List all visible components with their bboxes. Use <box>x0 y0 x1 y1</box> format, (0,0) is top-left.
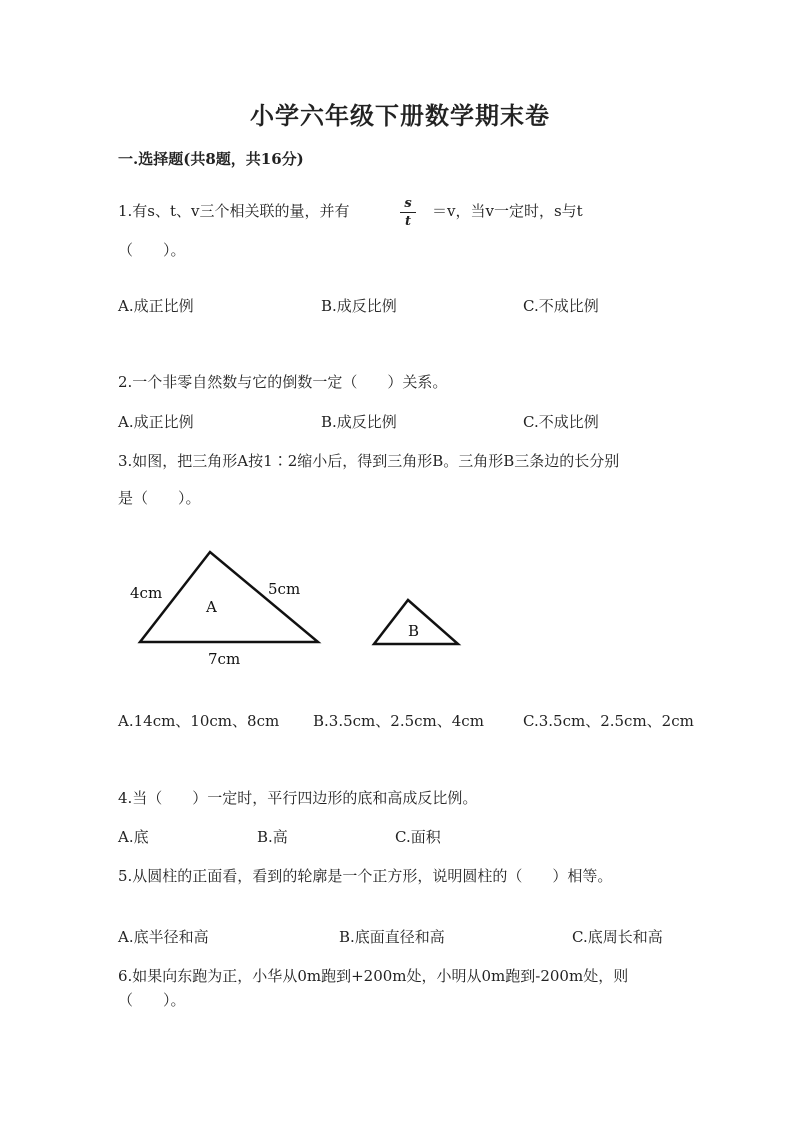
triangle-a-left-side-label: 4cm <box>130 584 163 602</box>
q1-option-b[interactable]: B.成反比例 <box>321 297 397 315</box>
q1-option-c[interactable]: C.不成比例 <box>523 297 599 315</box>
triangle-a-right-side-label: 5cm <box>268 580 301 598</box>
q3-option-a[interactable]: A.14cm、10cm、8cm <box>118 712 280 730</box>
question-2-text: 2.一个非零自然数与它的倒数一定（ ）关系。 <box>118 373 448 391</box>
question-4-text: 4.当（ ）一定时，平行四边形的底和高成反比例。 <box>118 789 478 807</box>
q2-option-b[interactable]: B.成反比例 <box>321 413 397 431</box>
question-1-text-part2: ＝v，当v一定时，s与t <box>432 202 583 220</box>
question-3-text-part2: 是（ ）。 <box>118 489 201 507</box>
question-5-text: 5.从圆柱的正面看，看到的轮廓是一个正方形，说明圆柱的（ ）相等。 <box>118 867 613 885</box>
question-6-text-part1: 6.如果向东跑为正，小华从0m跑到+200m处，小明从0m跑到-200m处，则 <box>118 967 629 985</box>
triangle-a-bottom-side-label: 7cm <box>208 650 241 668</box>
fraction-bar <box>400 212 416 213</box>
q3-option-b[interactable]: B.3.5cm、2.5cm、4cm <box>313 712 484 730</box>
q1-option-a[interactable]: A.成正比例 <box>118 297 194 315</box>
question-3-text-part1: 3.如图，把三角形A按1∶2缩小后，得到三角形B。三角形B三条边的长分别 <box>118 452 620 470</box>
q2-option-c[interactable]: C.不成比例 <box>523 413 599 431</box>
question-1-blank: （ ）。 <box>118 241 186 259</box>
q5-option-a[interactable]: A.底半径和高 <box>118 928 209 946</box>
question-1-text-part1: 1.有s、t、v三个相关联的量，并有 <box>118 202 350 220</box>
q4-option-a[interactable]: A.底 <box>118 828 149 846</box>
fraction-denominator: t <box>404 214 411 229</box>
q4-option-c[interactable]: C.面积 <box>395 828 441 846</box>
q5-option-b[interactable]: B.底面直径和高 <box>339 928 445 946</box>
question-6-blank: （ ）。 <box>118 991 186 1009</box>
section-heading: 一.选择题(共8题，共16分) <box>118 150 304 168</box>
fraction-s-over-t <box>400 196 416 229</box>
fraction-numerator: s <box>404 196 412 211</box>
triangle-a-label: A <box>206 598 217 616</box>
q4-option-b[interactable]: B.高 <box>257 828 288 846</box>
q5-option-c[interactable]: C.底周长和高 <box>572 928 663 946</box>
triangles-figure <box>118 540 478 672</box>
q2-option-a[interactable]: A.成正比例 <box>118 413 194 431</box>
triangle-b-label: B <box>408 622 420 640</box>
q3-option-c[interactable]: C.3.5cm、2.5cm、2cm <box>523 712 694 730</box>
page-title: 小学六年级下册数学期末卷 <box>250 101 550 130</box>
